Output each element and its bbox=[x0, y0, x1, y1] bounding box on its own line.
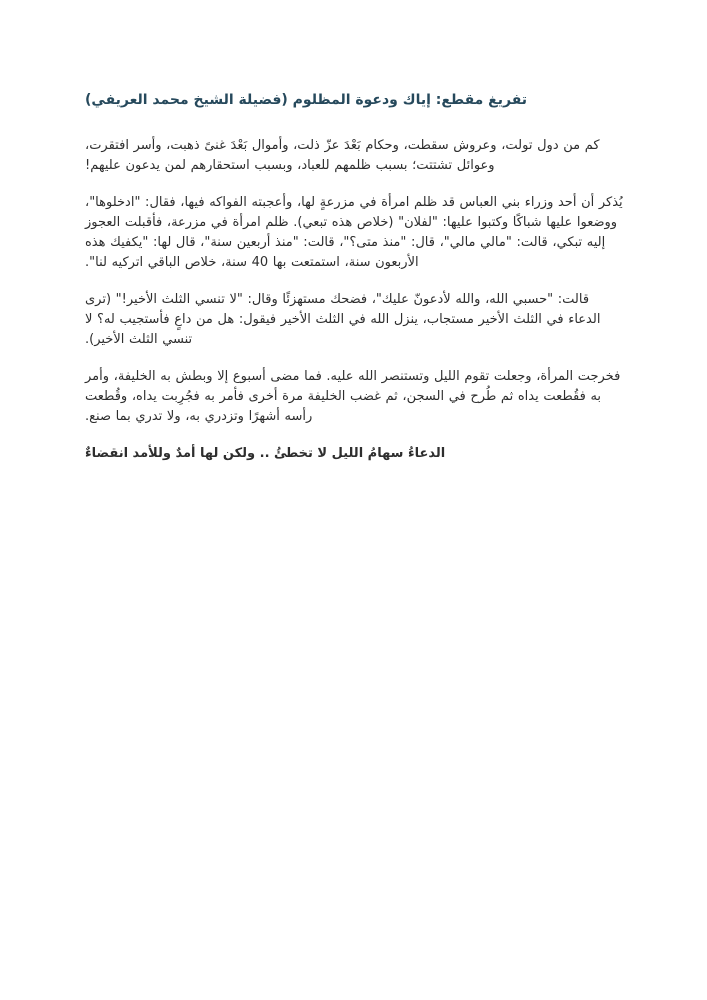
document-title: تفريغ مقطع: إياك ودعوة المظلوم (فضيلة الشيخ محمد العريفي) bbox=[85, 92, 528, 108]
paragraph: كم من دول تولت، وعروش سقطت، وحكام بَعْدَ عزّ ذلت، وأموال بَعْدَ غنىً ذهبت، وأسر افتقرت، وعوائل تشتتت؛ بسبب ظلمهم للعباد، وبسبب استحقارهم لمن يدعون عليهم! bbox=[85, 138, 600, 173]
closing-line: الدعاءُ سهامُ الليل لا تخطئُ .. ولكن لها أمدٌ وللأمد انقضاءٌ bbox=[85, 446, 446, 461]
document-content bbox=[85, 90, 633, 464]
paragraph: يُذكر أن أحد وزراء بني العباس قد ظلم امرأة في مزرعةٍ لها، وأعجبته الفواكه فيها، فقال: "ادخلوها"، ووضعوا عليها شباكًا وكتبوا عليها: "لفلان" (خلاص هذه تبعي). ظلم امرأة في مزرعة، فأقبلت العجوز إليه تبكي، قالت: "مالي مالي"، قال: "منذ متى؟"، قالت: "منذ أربعين سنة"، قال لها: "يكفيك هذه الأربعون سنة، استمتعت بها 40 سنة، خلاص الباقي اتركيه لنا". bbox=[85, 195, 623, 270]
paragraph: فخرجت المرأة، وجعلت تقوم الليل وتستنصر الله عليه. فما مضى أسبوع إلا وبطش به الخليفة، وأمر به فقُطعت يداه ثم طُرح في السجن، ثم غضب الخليفة مرة أخرى فأمر به فجُرِبت يداه، وقُطعت رأسه أشهرًا وتزدري به، ولا تدري بما صنع. bbox=[85, 369, 621, 424]
paragraph: قالت: "حسبي الله، والله لأدعونّ عليك"، فضحك مستهزئًا وقال: "لا تنسي الثلث الأخير!" (ترى الدعاء في الثلث الأخير مستجاب، ينزل الله في الثلث الأخير فيقول: هل من داعٍ فأستجيب له؟ لا تنسي الثلث الأخير). bbox=[85, 292, 601, 347]
